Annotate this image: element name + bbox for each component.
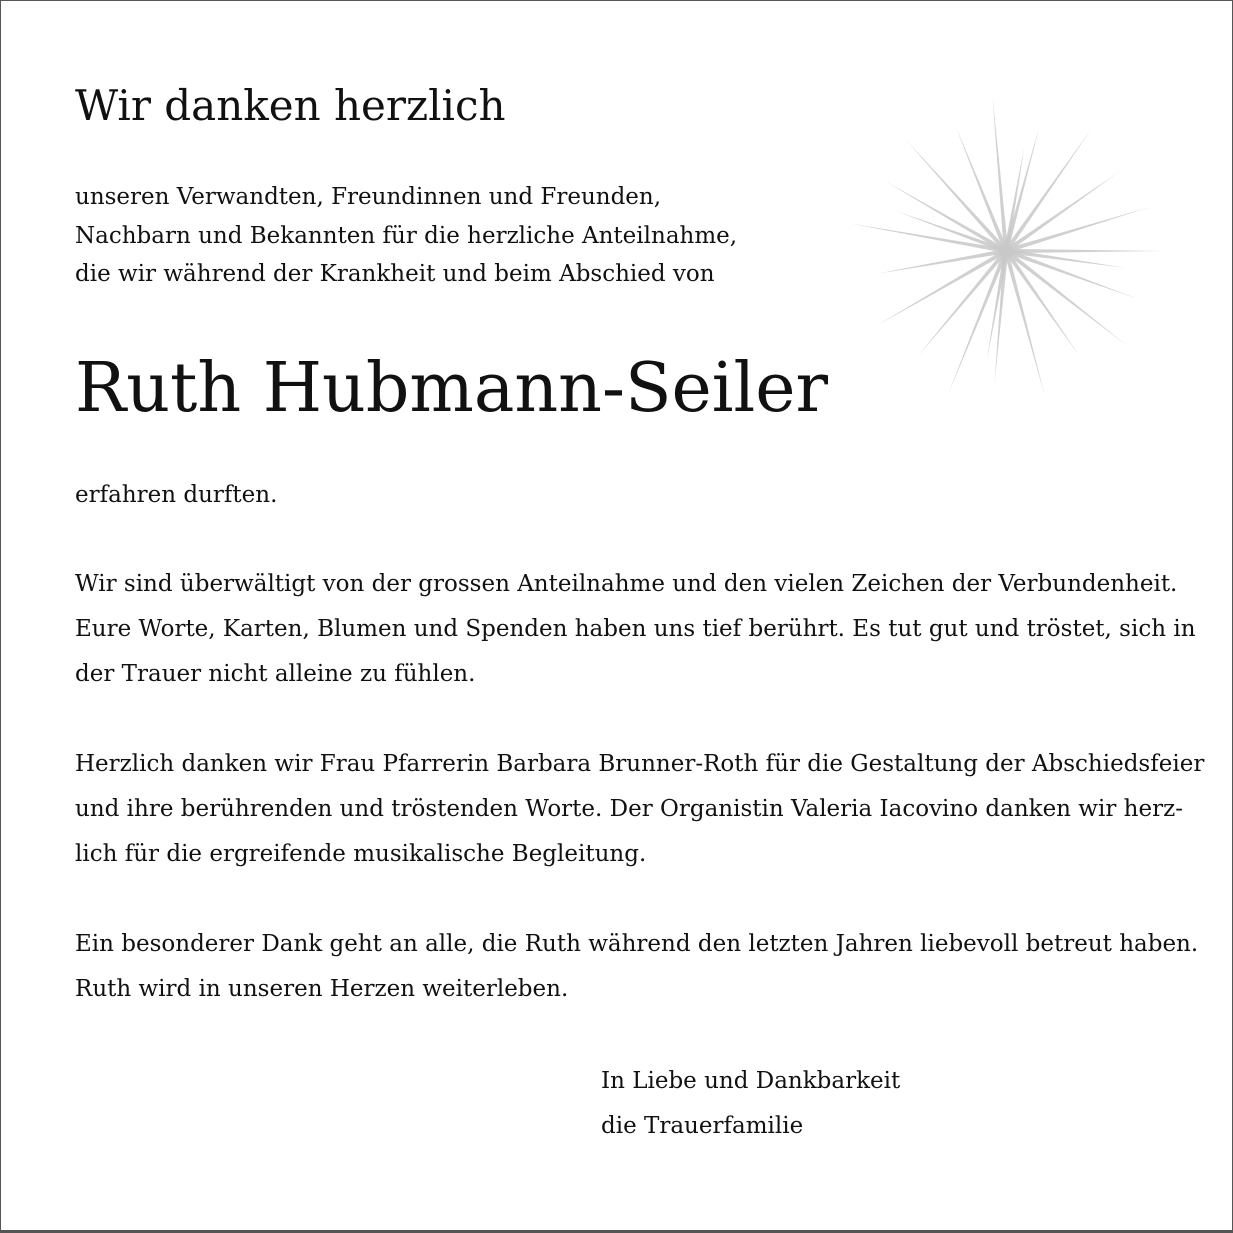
paragraph-line: Herzlich danken wir Frau Pfarrerin Barbara Brunner-Roth für die Gestaltung der Abschiedsfeier <box>75 751 1205 777</box>
starburst-ray <box>1004 148 1024 252</box>
paragraph-line: Ruth wird in unseren Herzen weiterleben. <box>75 976 569 1002</box>
paragraph-caregivers <box>75 922 1198 1012</box>
paragraph-line: Ein besonderer Dank geht an alle, die Ruth während den letzten Jahren liebevoll betreut haben. <box>75 931 1199 957</box>
intro-line: Nachbarn und Bekannten für die herzliche Anteilnahme, <box>75 222 738 249</box>
starburst-ray <box>1005 249 1126 344</box>
starburst-ray <box>1005 207 1149 253</box>
paragraph-gratitude <box>75 562 1196 697</box>
closing-line: die Trauerfamilie <box>601 1113 804 1139</box>
starburst-ray <box>876 249 1007 326</box>
starburst-ray <box>1005 249 1137 299</box>
intro-line: unseren Verwandten, Freundinnen und Freunden, <box>75 184 662 210</box>
paragraph-line: Eure Worte, Karten, Blumen und Spenden haben uns tief berührt. Es tut gut und tröstet, sich in <box>75 616 1196 642</box>
starburst-ray <box>1005 172 1119 253</box>
closing-signature <box>601 1059 900 1149</box>
intro-text <box>75 178 737 294</box>
paragraph-line: lich für die ergreifende musikalische Begleitung. <box>75 841 647 867</box>
starburst-ray <box>1004 250 1045 395</box>
starburst-ray <box>917 250 1007 357</box>
deceased-name: Ruth Hubmann-Seiler <box>75 349 829 428</box>
paragraph-line: und ihre berührenden und tröstenden Worte. Der Organistin Valeria Iacovino danken wir herz- <box>75 796 1183 822</box>
paragraph-line: Wir sind überwältigt von der grossen Anteilnahme und den vielen Zeichen der Verbundenheit. <box>75 571 1178 597</box>
starburst-ray <box>1006 249 1164 253</box>
paragraph-ceremony <box>75 742 1204 877</box>
paragraph-line: der Trauer nicht alleine zu fühlen. <box>75 661 476 687</box>
after-name-text: erfahren durften. <box>75 482 278 508</box>
closing-line: In Liebe und Dankbarkeit <box>601 1068 901 1094</box>
notice-heading: Wir danken herzlich <box>75 81 506 130</box>
starburst-icon <box>846 91 1166 411</box>
intro-line: die wir während der Krankheit und beim Abschied von <box>75 261 715 287</box>
starburst-ray <box>885 181 1007 253</box>
